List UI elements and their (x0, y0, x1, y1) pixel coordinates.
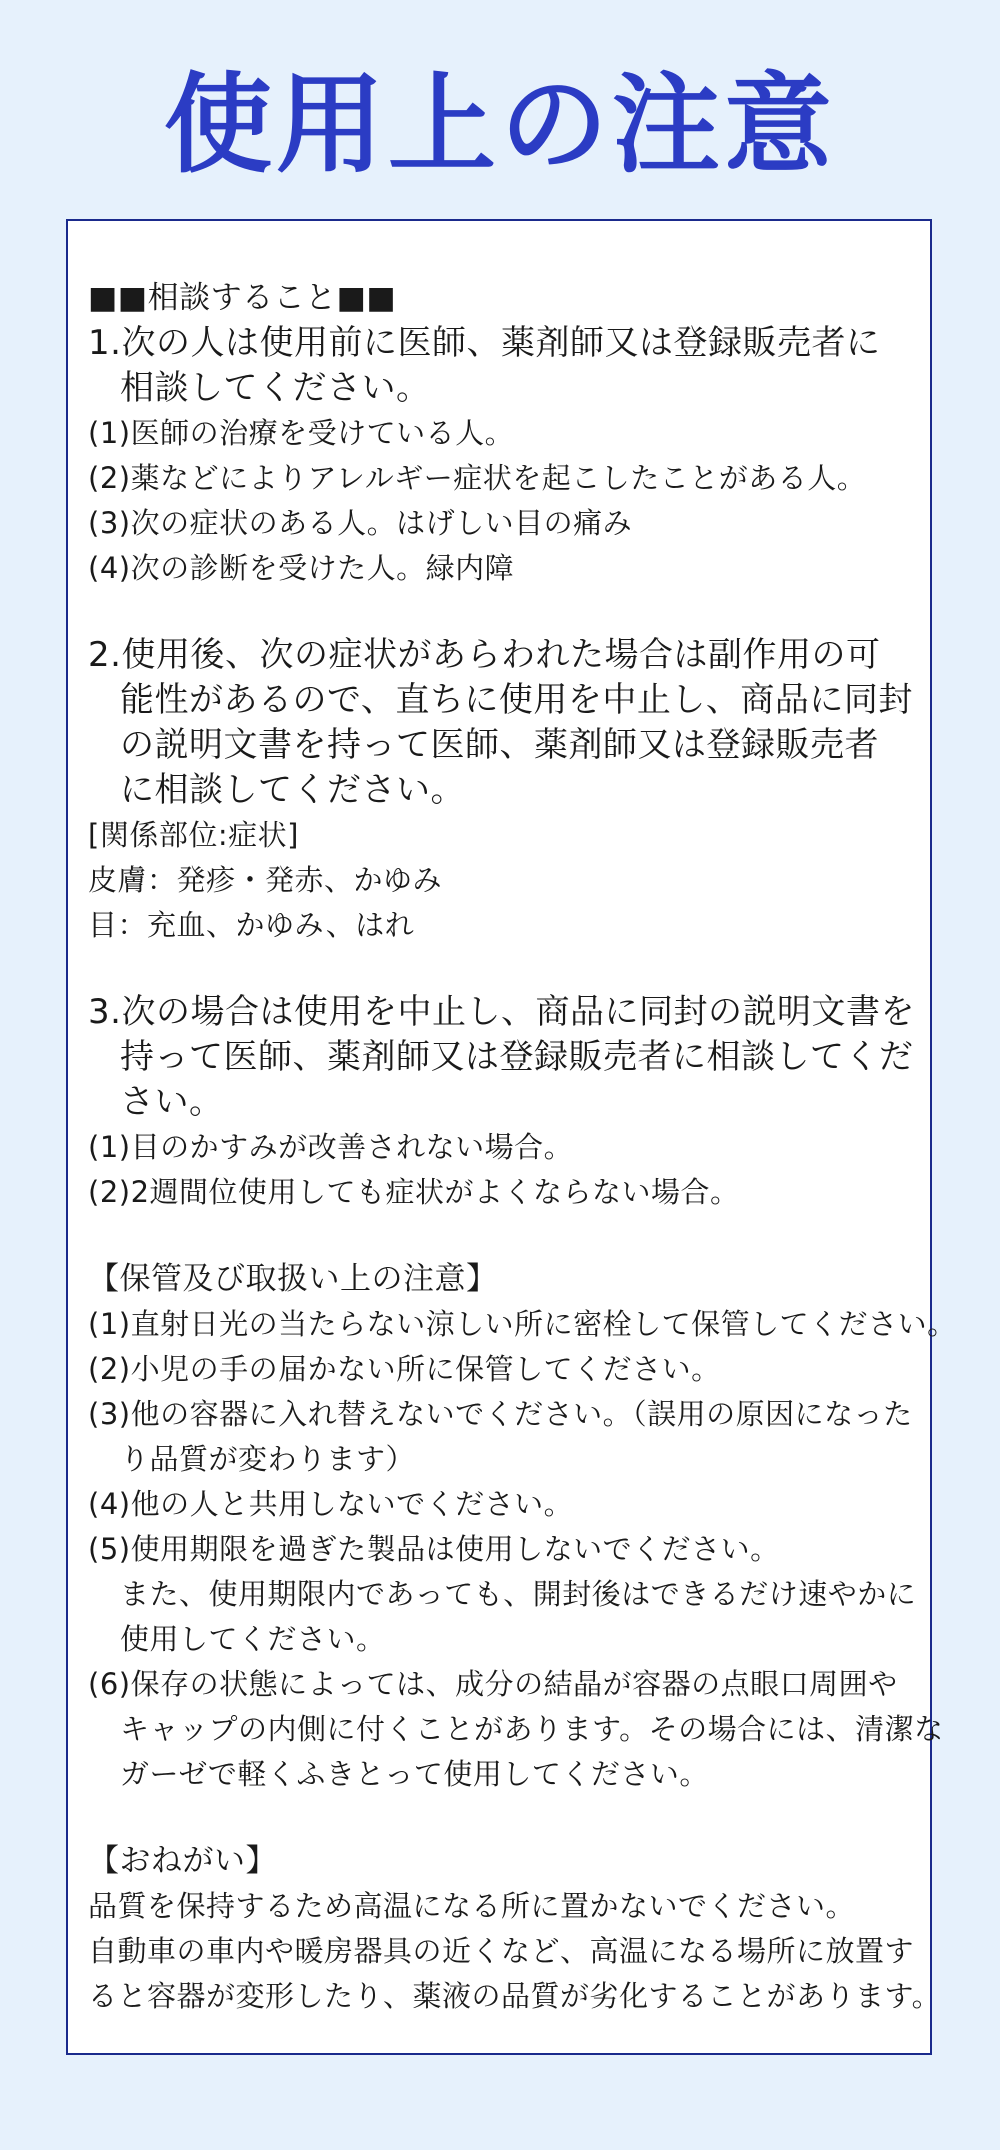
consult-item-2-line-2: 能性があるので、直ちに使用を中止し、商品に同封 (120, 680, 913, 720)
spacer (88, 1215, 910, 1257)
consult-item-2-sub-2: 皮膚：発疹・発赤、かゆみ (88, 863, 443, 897)
consult-item-1-sub-1: (1)医師の治療を受けている人。 (88, 416, 515, 450)
caution-card (66, 219, 957, 2055)
consult-heading: ■■相談すること■■ (88, 280, 397, 316)
consult-item-1-sub-2: (2)薬などによりアレルギー症状を起こしたことがある人。 (88, 461, 867, 495)
storage-line-1: (1)直射日光の当たらない涼しい所に密栓して保管してください。 (88, 1307, 957, 1341)
storage-line-10: キャップの内側に付くことがあります。その場合には、清潔な (120, 1712, 944, 1746)
storage-line-9: (6)保存の状態によっては、成分の結晶が容器の点眼口周囲や (88, 1667, 898, 1701)
storage-line-6: (5)使用期限を過ぎた製品は使用しないでください。 (88, 1532, 780, 1566)
spacer (88, 591, 910, 633)
consult-item-1-line-2: 相談してください。 (120, 368, 431, 408)
spacer (88, 1797, 910, 1839)
consult-item-2-line-3: の説明文書を持って医師、薬剤師又は登録販売者 (120, 725, 879, 765)
storage-line-8: 使用してください。 (120, 1622, 386, 1656)
storage-line-2: (2)小児の手の届かない所に保管してください。 (88, 1352, 721, 1386)
request-line-2: 自動車の車内や暖房器具の近くなど、高温になる場所に放置す (88, 1934, 915, 1968)
consult-item-1-sub-4: (4)次の診断を受けた人。緑内障 (88, 551, 515, 585)
request-line-1: 品質を保持するため高温になる所に置かないでください。 (88, 1889, 856, 1923)
request-heading: 【おねがい】 (88, 1843, 277, 1879)
consult-item-2-line-4: に相談してください。 (120, 770, 465, 810)
consult-item-3-line-2: 持って医師、薬剤師又は登録販売者に相談してくだ (120, 1037, 914, 1077)
consult-item-3-sub-2: (2)2週間位使用しても症状がよくならない場合。 (88, 1175, 740, 1209)
consult-item-2-sub-1: [関係部位:症状] (88, 818, 299, 852)
storage-line-5: (4)他の人と共用しないでください。 (88, 1487, 574, 1521)
consult-item-2-sub-3: 目：充血、かゆみ、はれ (88, 908, 415, 942)
consult-item-1-line-1: 1.次の人は使用前に医師、薬剤師又は登録販売者に (88, 323, 881, 363)
storage-heading: 【保管及び取扱い上の注意】 (88, 1261, 498, 1297)
consult-item-1-sub-3: (3)次の症状のある人。はげしい目の痛み (88, 506, 633, 540)
storage-line-3: (3)他の容器に入れ替えないでください。（誤用の原因になった (88, 1397, 913, 1431)
consult-item-3-line-1: 3.次の場合は使用を中止し、商品に同封の説明文書を (88, 992, 915, 1032)
storage-line-11: ガーゼで軽くふきとって使用してください。 (120, 1757, 709, 1791)
request-line-3: ると容器が変形したり、薬液の品質が劣化することがあります。 (88, 1979, 942, 2013)
storage-line-7: また、使用期限内であっても、開封後はできるだけ速やかに (120, 1577, 917, 1611)
spacer (88, 948, 910, 990)
consult-item-3-line-3: さい。 (120, 1082, 224, 1122)
consult-item-3-sub-1: (1)目のかすみが改善されない場合。 (88, 1130, 574, 1164)
page-title: 使用上の注意 (163, 62, 836, 188)
consult-item-2-line-1: 2.使用後、次の症状があらわれた場合は副作用の可 (88, 635, 881, 675)
storage-line-4: り品質が変わります） (120, 1442, 416, 1476)
